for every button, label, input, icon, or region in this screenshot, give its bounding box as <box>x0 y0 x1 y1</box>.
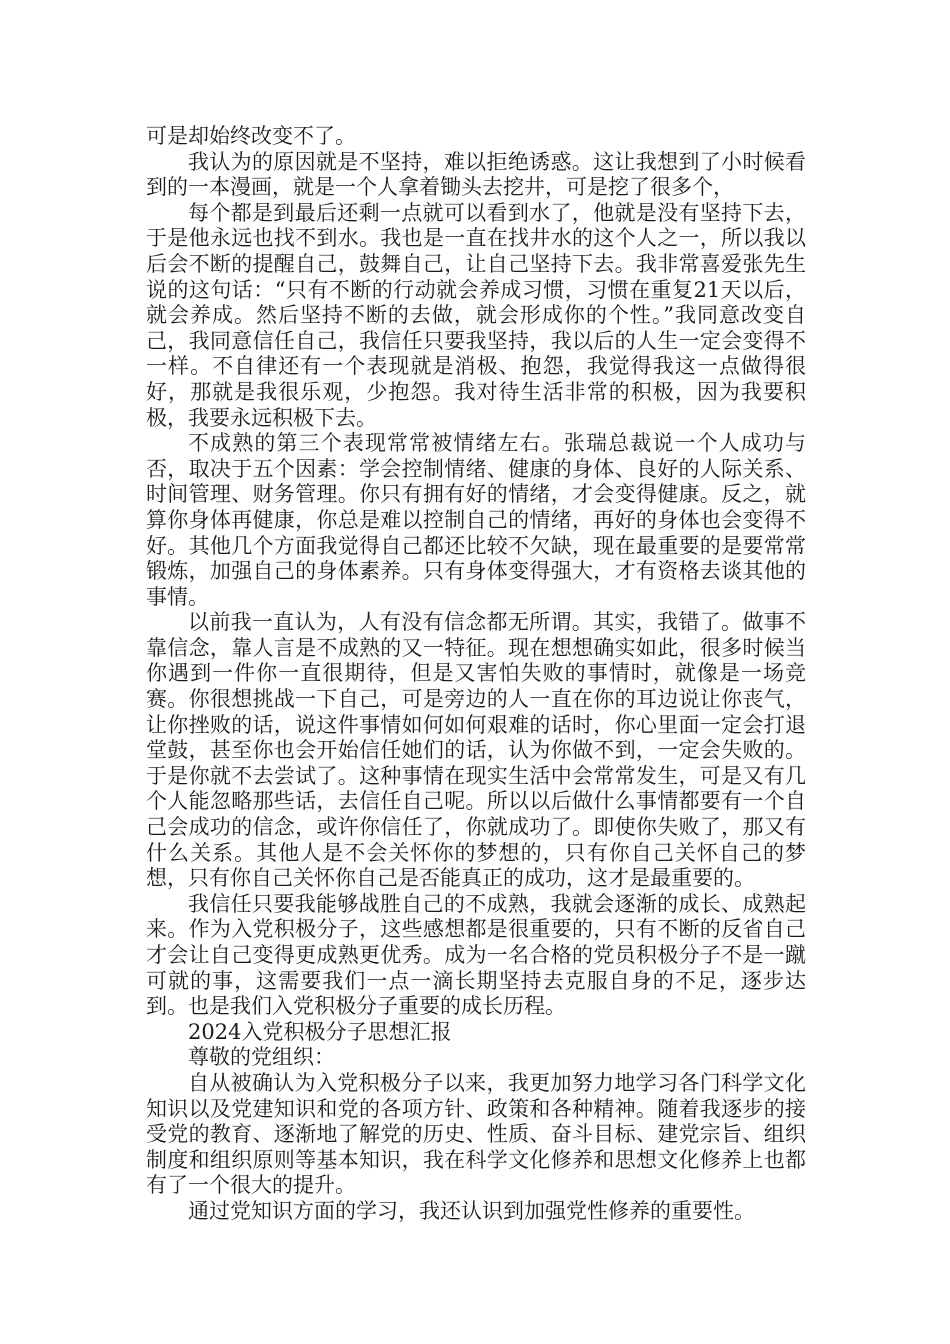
paragraph-growth: 我信任只要我能够战胜自己的不成熟，我就会逐渐的成长、成熟起来。作为入党积极分子，这些感想都是很重要的，只有不断的反省自己才会让自己变得更成熟更优秀。成为一名合格的党员积极分子不是一蹴可就的事，这需要我们一点一滴长期坚持去克服自身的不足，逐步达到。也是我们入党积极分子重要的成长历程。 <box>146 891 806 1019</box>
report-title: 2024入党积极分子思想汇报 <box>188 1019 452 1044</box>
paragraph-emotions: 不成熟的第三个表现常常被情绪左右。张瑞总裁说一个人成功与否，取决于五个因素：学会控制情绪、健康的身体、良好的人际关系、时间管理、财务管理。你只有拥有好的情绪，才会变得健康。反之，就算你身体再健康，你总是难以控制自己的情绪，再好的身体也会变得不好。其他几个方面我觉得自己都还比较不欠缺，现在最重要的是要常常锻炼，加强自己的身体素养。只有身体变得强大，才有资格去谈其他的事情。 <box>146 431 806 609</box>
paragraph-persistence: 每个都是到最后还剩一点就可以看到水了，他就是没有坚持下去，于是他永远也找不到水。我也是一直在找井水的这个人之一，所以我以后会不断的提醒自己，鼓舞自己，让自己坚持下去。我非常喜爱张先生说的这句话：“只有不断的行动就会养成习惯，习惯在重复21天以后，就会养成。然后坚持不断的去做，就会形成你的个性。”我同意改变自己，我同意信任自己，我信任只要我坚持，我以后的人生一定会变得不一样。不自律还有一个表现就是消极、抱怨，我觉得我这一点做得很好，那就是我很乐观，少抱怨。我对待生活非常的积极，因为我要积极，我要永远积极下去。 <box>146 200 806 430</box>
salutation: 尊敬的党组织： <box>188 1045 335 1070</box>
paragraph-reason: 我认为的原因就是不坚持，难以拒绝诱惑。这让我想到了小时候看到的一本漫画，就是一个人拿着锄头去挖井，可是挖了很多个， <box>146 149 806 200</box>
paragraph-party-spirit: 通过党知识方面的学习，我还认识到加强党性修养的重要性。 <box>188 1198 755 1223</box>
paragraph-study: 自从被确认为入党积极分子以来，我更加努力地学习各门科学文化知识以及党建知识和党的各项方针、政策和各种精神。随着我逐步的接受党的教育、逐渐地了解党的历史、性质、奋斗目标、建党宗旨、组织制度和组织原则等基本知识，我在科学文化修养和思想文化修养上也都有了一个很大的提升。 <box>146 1070 806 1198</box>
document-body <box>146 124 806 1225</box>
paragraph-belief: 以前我一直认为，人有没有信念都无所谓。其实，我错了。做事不靠信念，靠人言是不成熟的又一特征。现在想想确实如此，很多时候当你遇到一件你一直很期待，但是又害怕失败的事情时，就像是一场竞赛。你很想挑战一下自己，可是旁边的人一直在你的耳边说让你丧气，让你挫败的话，说这件事情如何如何艰难的话时，你心里面一定会打退堂鼓，甚至你也会开始信任她们的话，认为你做不到，一定会失败的。于是你就不去尝试了。这种事情在现实生活中会常常发生，可是又有几个人能忽略那些话，去信任自己呢。所以以后做什么事情都要有一个自己会成功的信念，或许你信任了，你就成功了。即使你失败了，那又有什么关系。其他人是不会关怀你的梦想的，只有你自己关怀自己的梦想，只有你自己关怀你自己是否能真正的成功，这才是最重要的。 <box>146 610 806 891</box>
paragraph-continuation: 可是却始终改变不了。 <box>146 124 356 148</box>
